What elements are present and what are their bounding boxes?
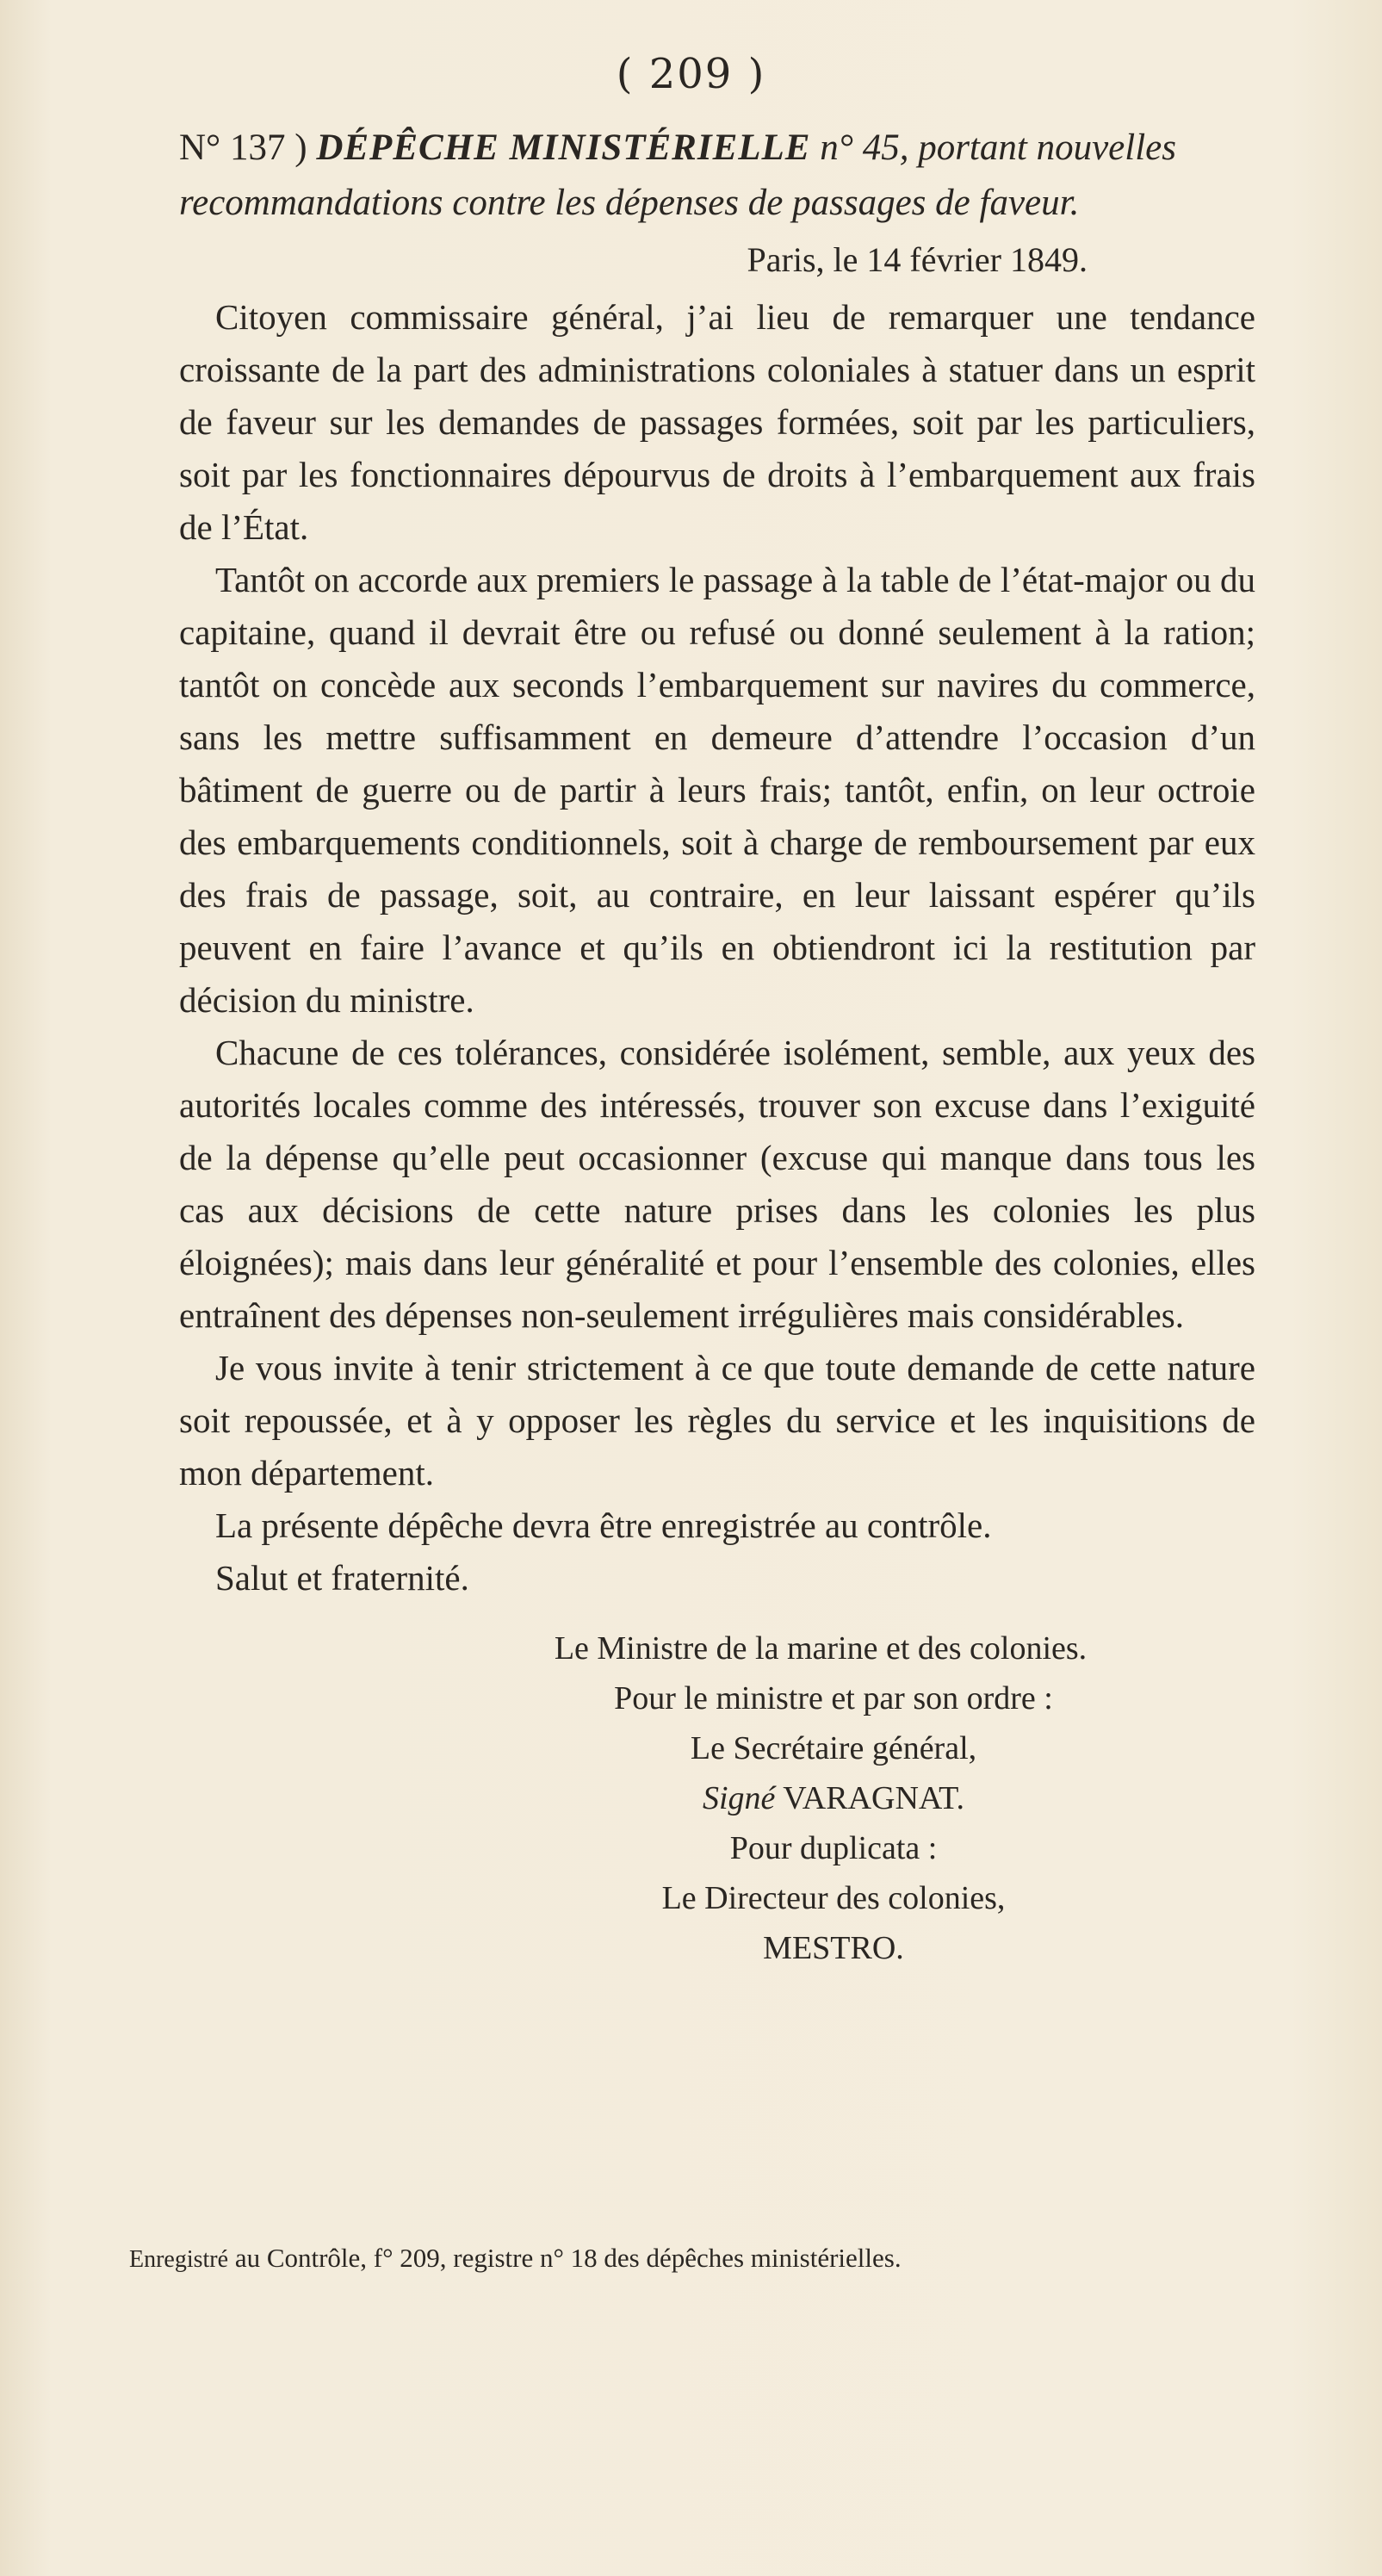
- registration-text: au Contrôle, f° 209, registre n° 18 des dépêches ministérielles.: [234, 2243, 902, 2273]
- dispatch-title-number: n° 45,: [820, 127, 909, 168]
- dispatch-heading: [179, 121, 1255, 231]
- dispatch-body: [179, 291, 1255, 1605]
- document-content: [179, 121, 1255, 1973]
- order-line: Pour le ministre et par son ordre :: [614, 1680, 1053, 1716]
- secretary-name: VARAGNAT.: [783, 1780, 965, 1816]
- minister-signature: Le Ministre de la marine et des colonies.: [554, 1630, 1088, 1667]
- director-title: Le Directeur des colonies,: [661, 1880, 1006, 1916]
- secretary-title: Le Secrétaire général,: [690, 1730, 977, 1766]
- registration-lead: Enregistré: [129, 2246, 229, 2273]
- page-number: ( 209 ): [616, 50, 766, 98]
- paragraph: Chacune de ces tolérances, considérée isolément, semble, aux yeux des autorités locales comme des intéressés, trouver son excuse dans l’exiguité de la dépense qu’elle peut occasionner (excuse qui manque dans tous les cas aux décisions de cette nature prises dans les colonies les plus éloignées); mais dans leur généralité et pour l’ensemble des colonies, elles entraînent des dépenses non-seulement irrégulières mais considérables.: [179, 1033, 1255, 1335]
- paragraph: Citoyen commissaire général, j’ai lieu de remarquer une tendance croissante de la part des administrations coloniales à statuer dans un esprit de faveur sur les demandes de passages formées, soit par les particuliers, soit par les fonctionnaires dépourvus de droits à l’embarquement aux frais de l’État.: [179, 297, 1255, 547]
- paragraph: Salut et fraternité.: [215, 1558, 469, 1598]
- duplicate-line: Pour duplicata :: [729, 1830, 938, 1866]
- dispatch-number: N° 137 ): [179, 127, 307, 168]
- director-name: MESTRO.: [763, 1930, 904, 1966]
- signed-prefix: Signé: [702, 1780, 776, 1816]
- dateline: Paris, le 14 février 1849.: [747, 240, 1088, 279]
- dispatch-title: DÉPÊCHE MINISTÉRIELLE: [316, 127, 811, 168]
- paragraph: Tantôt on accorde aux premiers le passage à la table de l’état-major ou du capitaine, quand il devrait être ou refusé ou donné seulement à la ration; tantôt on concède aux seconds l’embarquement sur navires du commerce, sans les mettre suffisamment en demeure d’attendre l’occasion d’un bâtiment de guerre ou de partir à leurs frais; tantôt, enfin, on leur octroie des embarquements conditionnels, soit à charge de remboursement par eux des frais de passage, soit, au contraire, en leur laissant espérer qu’ils peuvent en faire l’avance et qu’ils en obtiendront ici la restitution par décision du ministre.: [179, 560, 1255, 1020]
- paragraph: La présente dépêche devra être enregistrée au contrôle.: [215, 1505, 992, 1545]
- paragraph: Je vous invite à tenir strictement à ce que toute demande de cette nature soit repoussée, et à y opposer les règles du service et les inquisitions de mon département.: [179, 1348, 1255, 1493]
- secretary-signed: [412, 1773, 1255, 1823]
- dispatch-subtitle: portant nouvelles recommandations contre les dépenses de passages de faveur.: [179, 127, 1176, 223]
- registration-note: [129, 2239, 1266, 2279]
